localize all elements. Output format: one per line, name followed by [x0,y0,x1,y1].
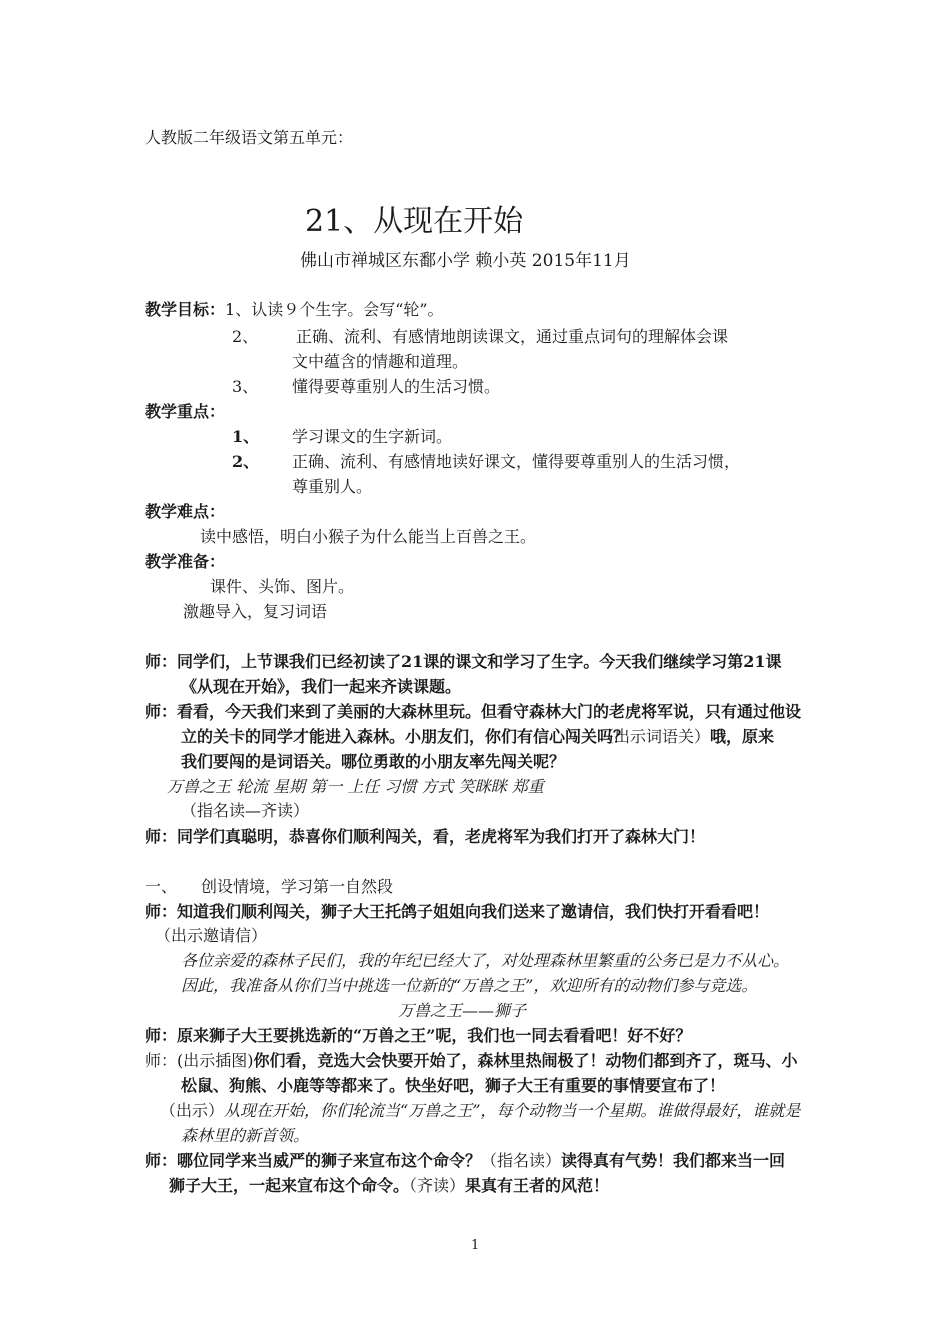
section-1-t4-line-1-a: 师：哪位同学来当威严的狮子来宣布这个命令？ [145,1151,482,1170]
section-1-note-show: （出示） [160,1101,225,1120]
difficulties-label: 教学难点： [145,502,226,521]
dialogue-p2-line-4: 我们要闯的是词语关。哪位勇敢的小朋友率先闯关呢？ [181,752,566,771]
section-1-t4-line-2-b: 果真有王者的风范！ [465,1176,610,1195]
dialogue-note-words: （出示词语关） [598,727,711,746]
lesson-subtitle: 佛山市禅城区东鄱小学 赖小英 2015年11月 [300,251,631,271]
section-1-t3-prefix: 师：(出示插图) [145,1051,254,1070]
goals-label: 教学目标： [145,300,226,319]
section-1-t4-line-2 [169,1176,609,1196]
section-1-t4-line-2-a: 狮子大王，一起来宣布这个命令。 [169,1176,410,1195]
intro-heading: 激趣导入，复习词语 [183,602,328,621]
section-1-note-invitation: （出示邀请信） [155,926,268,945]
section-1-t4-note-named: （指名读） [481,1151,562,1170]
letter-line-2: 因此，我准备从你们当中挑选一位新的“万兽之王”，欢迎所有的动物们参与竞选。 [181,976,758,995]
goals-item-3-num: 3、 [232,377,259,396]
goals-item-2-line-1: 正确、流利、有感情地朗读课文，通过重点词句的理解体会课 [296,327,729,346]
goals-item-2-line-2: 文中蕴含的情趣和道理。 [292,352,469,371]
section-1-t3-line-1 [145,1051,798,1071]
section-1-t4-line-1-b: 读得真有气势！我们都来当一回 [561,1151,786,1170]
vocabulary-words: 万兽之王 轮流 星期 第一 上任 习惯 方式 笑眯眯 郑重 [167,777,544,796]
dialogue-p3: 师：同学们真聪明，恭喜你们顺利闯关，看，老虎将军为我们打开了森林大门！ [145,827,706,846]
dialogue-p2-line-2: 立的关卡的同学才能进入森林。小朋友们，你们有信心闯关吗？ [181,727,630,746]
quote-line-2: 森林里的新首领。 [181,1126,310,1145]
quote-line-1-text: 从现在开始，你们轮流当“万兽之王”，每个动物当一个星期。谁做得最好，谁就是 [224,1101,801,1120]
section-1-t4-line-1 [145,1151,785,1171]
section-1-t3-line-2: 松鼠、狗熊、小鹿等等都来了。快坐好吧，狮子大王有重要的事情要宣布了！ [181,1076,726,1095]
keypoints-label: 教学重点： [145,402,226,421]
keypoints-item-2-line-1: 正确、流利、有感情地读好课文，懂得要尊重别人的生活习惯， [292,452,741,471]
keypoints-item-2-line-2: 尊重别人。 [292,477,373,496]
section-1-num: 一、 [145,877,178,896]
difficulties-text: 读中感悟，明白小猴子为什么能当上百兽之王。 [200,527,537,546]
section-1-t1: 师：知道我们顺利闯关，狮子大王托鸽子姐姐向我们送来了邀请信，我们快打开看看吧！ [145,902,770,921]
goals-item-3: 懂得要尊重别人的生活习惯。 [292,377,501,396]
dialogue-p1-line-2: 《从现在开始》，我们一起来齐读课题。 [181,677,462,696]
letter-signature: 万兽之王——狮子 [398,1001,527,1020]
keypoints-item-1-num: 1、 [232,427,260,446]
keypoints-item-2-num: 2、 [232,452,260,471]
dialogue-p1-line-1: 师：同学们，上节课我们已经初读了21课的课文和学习了生字。今天我们继续学习第21课 [145,652,782,671]
goals-item-2-num: 2、 [232,327,259,346]
read-note: （指名读—齐读） [181,801,310,820]
section-1-t2: 师：原来狮子大王要挑选新的“万兽之王”呢，我们也一同去看看吧！好不好？ [145,1026,692,1045]
dialogue-p2-line-1: 师：看看，今天我们来到了美丽的大森林里玩。但看守森林大门的老虎将军说，只有通过他设 [145,702,802,721]
lesson-title: 21、从现在开始 [305,204,524,239]
letter-line-1: 各位亲爱的森林子民们，我的年纪已经大了，对处理森林里繁重的公务已是力不从心。 [181,951,790,970]
goals-item-1: 1、认读９个生字。会写“轮”。 [225,300,444,319]
goals-line-1 [145,300,444,320]
preparation-text: 课件、头饰、图片。 [210,577,355,596]
dialogue-p2-line-3-rest: 哦，原来 [710,727,775,746]
quote-line-1 [160,1101,800,1121]
dialogue-p2-line-3 [598,727,774,747]
keypoints-item-1: 学习课文的生字新词。 [292,427,453,446]
section-1-t4-note-together: （齐读） [409,1176,466,1195]
page-number: 1 [471,1238,480,1253]
section-1-title: 创设情境，学习第一自然段 [201,877,394,896]
section-1-t3-line-1-rest: 你们看，竞选大会快要开始了，森林里热闹极了！动物们都到齐了，斑马、小 [253,1051,798,1070]
unit-header: 人教版二年级语文第五单元： [145,128,354,147]
preparation-label: 教学准备： [145,552,226,571]
